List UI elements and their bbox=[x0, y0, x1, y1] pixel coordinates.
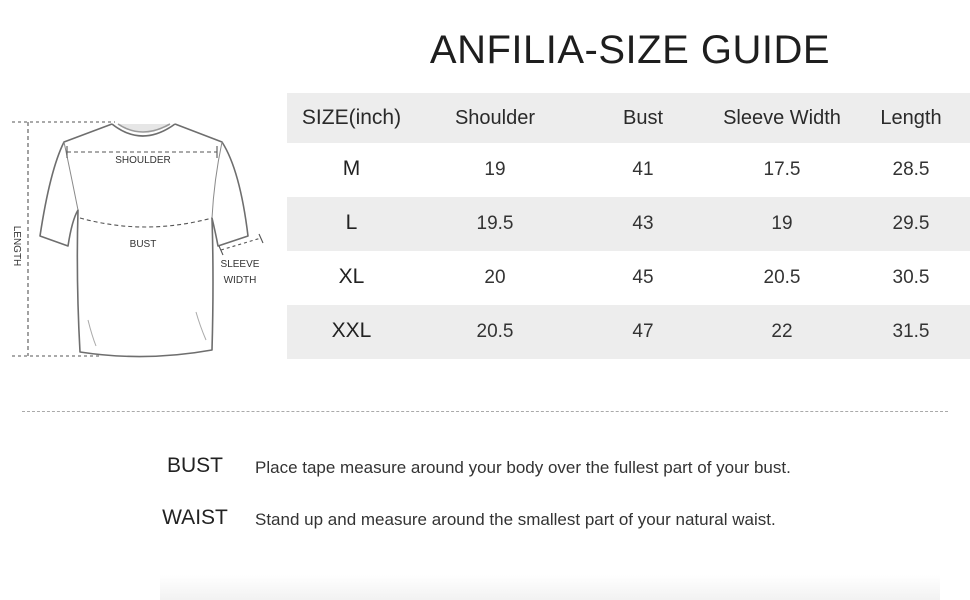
length-label: LENGTH bbox=[11, 225, 22, 267]
size-table bbox=[287, 93, 970, 359]
size-cell: M bbox=[342, 157, 361, 180]
table-cell: 20.5 bbox=[416, 305, 574, 359]
table-cell: 28.5 bbox=[892, 159, 930, 180]
column-header: Sleeve Width bbox=[712, 93, 852, 143]
table-cell: 19 bbox=[712, 197, 852, 251]
bottom-fade bbox=[160, 575, 940, 600]
column-header: Shoulder bbox=[416, 93, 574, 143]
table-cell: 47 bbox=[574, 305, 712, 359]
sleeve-width-label-line1: SLEEVE bbox=[220, 259, 260, 270]
table-cell: 31.5 bbox=[852, 305, 970, 359]
table-cell: 17.5 bbox=[763, 159, 801, 180]
table-row bbox=[287, 143, 970, 197]
shoulder-label: SHOULDER bbox=[115, 155, 171, 166]
bust-label: BUST bbox=[129, 239, 157, 250]
page-title: ANFILIA-SIZE GUIDE bbox=[429, 28, 831, 72]
guide-item-waist bbox=[150, 506, 950, 536]
table-header-row bbox=[287, 93, 970, 143]
table-cell: 41 bbox=[632, 159, 654, 180]
tshirt-diagram bbox=[0, 100, 290, 380]
guide-description: Stand up and measure around the smallest part of your natural waist. bbox=[255, 510, 776, 529]
guide-description: Place tape measure around your body over the fullest part of your bust. bbox=[255, 458, 791, 477]
guide-term: BUST bbox=[166, 454, 223, 477]
table-cell: 45 bbox=[632, 267, 654, 288]
table-row bbox=[287, 197, 970, 251]
guide-term: WAIST bbox=[162, 506, 228, 529]
table-cell: 20 bbox=[484, 267, 506, 288]
size-cell: L bbox=[287, 197, 416, 251]
sleeve-width-label-line2: WIDTH bbox=[223, 275, 257, 286]
column-header: SIZE(inch) bbox=[287, 93, 416, 143]
table-cell: 43 bbox=[574, 197, 712, 251]
table-cell: 30.5 bbox=[892, 267, 930, 288]
column-header: Bust bbox=[574, 93, 712, 143]
bust-measure-line bbox=[80, 218, 212, 227]
table-row bbox=[287, 305, 970, 359]
length-measure-line bbox=[12, 122, 115, 356]
table-cell: 19.5 bbox=[416, 197, 574, 251]
column-header: Length bbox=[852, 93, 970, 143]
table-row bbox=[287, 251, 970, 305]
size-cell: XXL bbox=[287, 305, 416, 359]
section-divider bbox=[22, 411, 948, 412]
guide-item-bust bbox=[150, 454, 950, 484]
table-cell: 22 bbox=[712, 305, 852, 359]
table-cell: 29.5 bbox=[852, 197, 970, 251]
size-cell: XL bbox=[338, 265, 365, 288]
sleeve-width-measure-line bbox=[219, 234, 263, 255]
table-cell: 20.5 bbox=[763, 267, 801, 288]
table-cell: 19 bbox=[484, 159, 506, 180]
